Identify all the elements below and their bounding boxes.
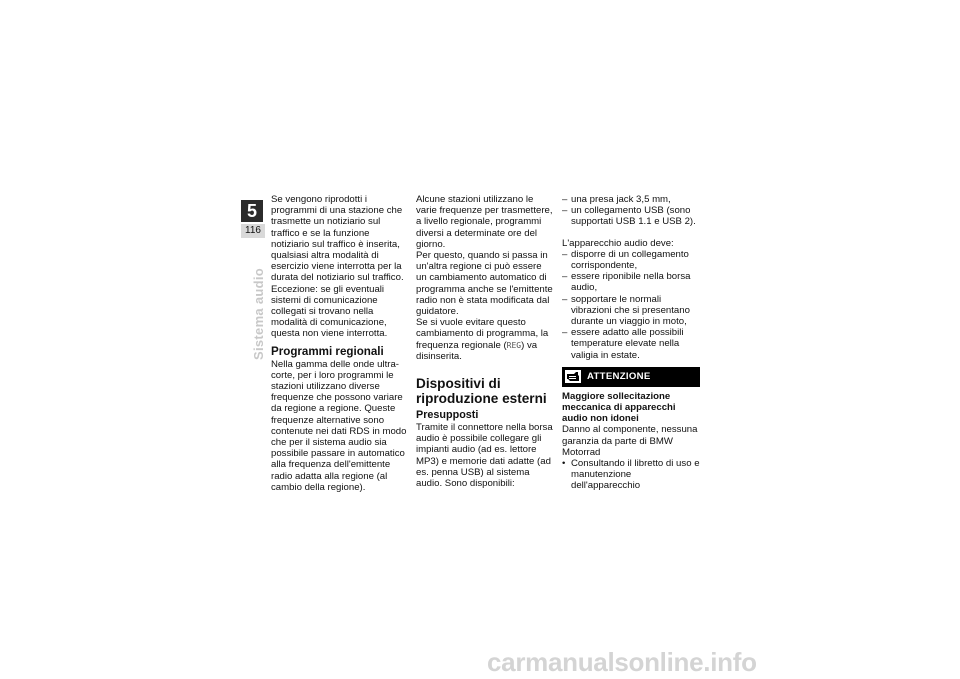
warning-hand-icon: [565, 370, 581, 383]
warning-label: ATTENZIONE: [587, 371, 651, 383]
list-item: – disporre di un collegamento corrispondente,: [562, 249, 700, 271]
warning-text: Danno al componente, nessuna garanzia da parte di BMW Motorrad: [562, 424, 698, 458]
list-item: – un collegamento USB (sono supportati USB 1.1 e USB 2).: [562, 205, 700, 227]
paragraph-disable-reg: [416, 317, 554, 362]
page-number: 116: [241, 224, 265, 238]
text-column-1: [271, 194, 409, 493]
paragraph-audio-connector: Tramite il connettore nella borsa audio è possibile collegare gli impianti audio (ad es. lettore MP3) e memorie dati adatte (ad es. penna USB) al sistema audio. Sono disponibili:: [416, 422, 553, 490]
list-item: – essere riponibile nella borsa audio,: [562, 271, 700, 293]
disable-reg-text-pre: Se si vuole evitare questo cambiamento di programma, la frequenza regionale (: [416, 317, 549, 351]
warning-measures-list: [562, 458, 700, 492]
paragraph-regional-frequencies: Nella gamma delle onde ultra-corte, per i loro programmi le stazioni utilizzano diverse frequenze che possono variare da regione a regione. Queste frequenze alternative sono contenute nei dati RDS in modo che per il sistema audio sia possibile passare in automatico alla frequenza dell'emittente radio adatta alla regione (al cambio della regione).: [271, 358, 407, 493]
heading-prerequisites: Presupposti: [416, 409, 479, 422]
watermark: carmanualsonline.info: [487, 647, 757, 677]
heading-regional-programs: Programmi regionali: [271, 344, 384, 358]
chapter-tab: [241, 200, 263, 240]
heading-external-devices: Dispositivi di riproduzione esterni: [416, 376, 547, 407]
text-column-2: [416, 194, 554, 489]
connector-list: [562, 194, 700, 228]
list-item: • Consultando il libretto di uso e manutenzione dell'apparecchio: [562, 458, 700, 492]
paragraph-program-change: Per questo, quando si passa in un'altra regione ci può essere un cambiamento automatico di programma anche se l'emittente radio non è stata modificata dal guidatore.: [416, 250, 553, 318]
list-item: – sopportare le normali vibrazioni che si presentano durante un viaggio in moto,: [562, 294, 700, 328]
section-title-vertical: Sistema audio: [251, 267, 266, 360]
disable-reg-text-post: ) va disinserita.: [416, 339, 538, 362]
paragraph-traffic-news: Se vengono riprodotti i programmi di una stazione che trasmette un notiziario sul traffico e se la funzione notiziario sul traffico è inserita, qualsiasi altra modalità di esercizio viene interrotta per la durata del notiziario sul traffico. Eccezione: se gli eventuali sistemi di comunicazione collegati si trovano nella modalità di comunicazione, questa non viene interrotta.: [271, 194, 404, 340]
list-item: – una presa jack 3,5 mm,: [562, 194, 700, 205]
reg-symbol: REG: [506, 340, 522, 350]
requirements-list: [562, 249, 700, 361]
paragraph-regional-programs: Alcune stazioni utilizzano le varie frequenze per trasmettere, a livello regionale, programmi diversi a determinate ore del giorno.: [416, 194, 553, 250]
warning-banner: [562, 367, 700, 387]
warning-title: Maggiore sollecitazione meccanica di apparecchi audio non idonei: [562, 390, 676, 425]
list-item: – essere adatto alle possibili temperature elevate nella valigia in estate.: [562, 327, 700, 361]
text-column-3: [562, 194, 700, 492]
requirements-intro: L'apparecchio audio deve:: [562, 237, 674, 249]
chapter-number: 5: [241, 200, 263, 222]
